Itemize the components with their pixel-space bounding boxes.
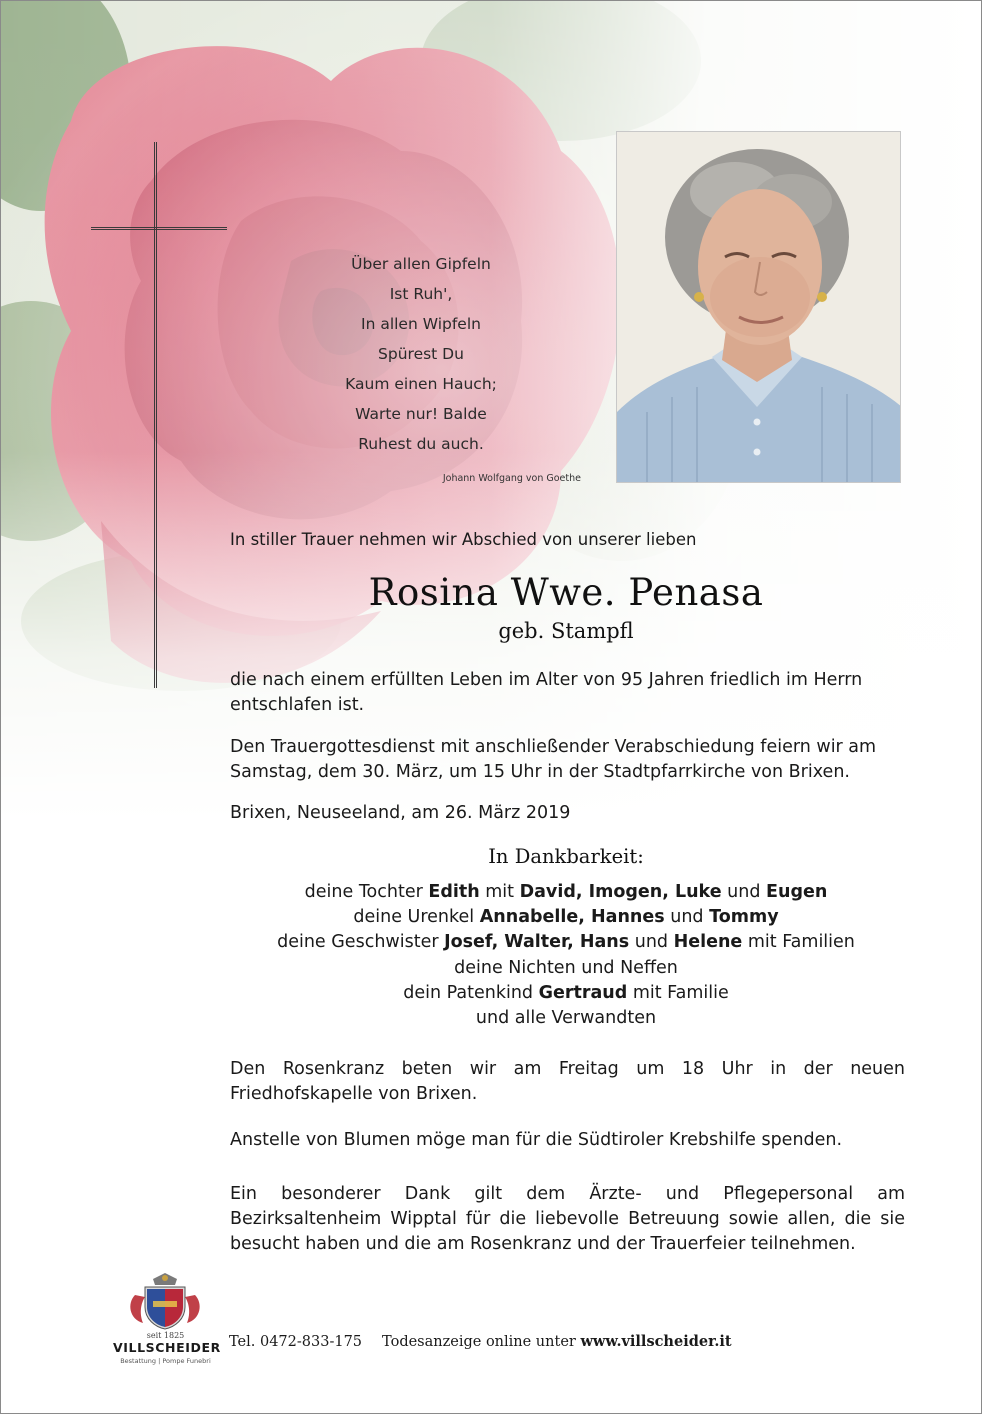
family-text: deine Tochter [304, 882, 429, 902]
phone-number: Tel. 0472-833-175 [229, 1334, 363, 1350]
thanks-title: In Dankbarkeit: [488, 845, 644, 868]
portrait-photo [616, 131, 901, 483]
online-text: Todesanzeige online unter [382, 1334, 576, 1350]
intro-text: In stiller Trauer nehmen wir Abschied von unserer lieben [230, 530, 697, 549]
poem-line: Ist Ruh', [389, 285, 453, 303]
family-text: und [721, 882, 767, 902]
family-name: Helene [673, 932, 743, 953]
birth-name: geb. Stampfl [498, 619, 634, 643]
family-list [171, 880, 961, 1031]
poem [301, 249, 541, 459]
flowers-text: Anstelle von Blumen möge man für die Südtiroler Krebshilfe spenden. [230, 1130, 843, 1150]
deceased-name: Rosina Wwe. Penasa [368, 571, 764, 614]
family-name: David, Imogen, Luke [519, 882, 722, 902]
poem-line: Über allen Gipfeln [351, 255, 491, 273]
family-text: mit Familien [742, 932, 855, 953]
family-name: Edith [428, 882, 480, 902]
website-link[interactable]: www.villscheider.it [580, 1333, 732, 1350]
poem-line: Kaum einen Hauch; [345, 375, 497, 393]
death-notice-text: die nach einem erfüllten Leben im Alter von 95 Jahren friedlich im Herrn entschlafen ist. [230, 670, 863, 715]
logo-since-text: seit 1825 [146, 1331, 185, 1340]
family-line [171, 880, 961, 905]
family-line [171, 930, 961, 955]
funeral-service-text: Den Trauergottesdienst mit anschließender Verabschiedung feiern wir am Samstag, dem 30. März, um 15 Uhr in der Stadtpfarrkirche von Brixen. [230, 737, 877, 782]
place-date-text: Brixen, Neuseeland, am 26. März 2019 [230, 803, 571, 823]
family-name: Gertraud [538, 982, 628, 1003]
family-text: dein Patenkind [403, 982, 539, 1003]
family-text: und [629, 932, 674, 953]
logo-subtitle-text: Bestattung | Pompe Funebri [120, 1357, 211, 1365]
family-text: mit [479, 882, 520, 902]
family-name: Josef, Walter, Hans [444, 932, 630, 953]
family-text: deine Geschwister [277, 932, 445, 953]
family-name: Annabelle, Hannes [479, 907, 665, 928]
family-name: Tommy [709, 907, 779, 928]
villscheider-logo [113, 1273, 221, 1373]
family-text: mit Familie [627, 982, 729, 1003]
logo-name-text: VILLSCHEIDER [113, 1340, 221, 1355]
family-text: und [664, 907, 710, 928]
poem-line: In allen Wipfeln [361, 315, 481, 333]
family-line: deine Nichten und Neffen [454, 957, 678, 978]
family-line [171, 905, 961, 930]
poem-line: Ruhest du auch. [358, 435, 484, 453]
coat-of-arms-icon [113, 1273, 218, 1331]
poem-line: Warte nur! Balde [355, 405, 487, 423]
cross-horizontal-bar [91, 227, 227, 230]
gratitude-text: Ein besonderer Dank gilt dem Ärzte- und Pflegepersonal am Bezirksaltenheim Wipptal für die liebevolle Betreuung sowie allen, die sie besucht haben und die am Rosenkranz und der Trauerfeier teilnehmen. [230, 1184, 905, 1254]
family-text: deine Urenkel [353, 907, 480, 928]
cross-vertical-bar [154, 142, 157, 688]
poem-line: Spürest Du [378, 345, 464, 363]
footer-contact [229, 1333, 732, 1350]
family-line [171, 981, 961, 1006]
poem-author: Johann Wolfgang von Goethe [442, 473, 581, 484]
rosary-text: Den Rosenkranz beten wir am Freitag um 18 Uhr in der neuen Friedhofskapelle von Brixen. [230, 1059, 905, 1104]
family-line: und alle Verwandten [475, 1008, 657, 1029]
family-name: Eugen [766, 882, 828, 902]
